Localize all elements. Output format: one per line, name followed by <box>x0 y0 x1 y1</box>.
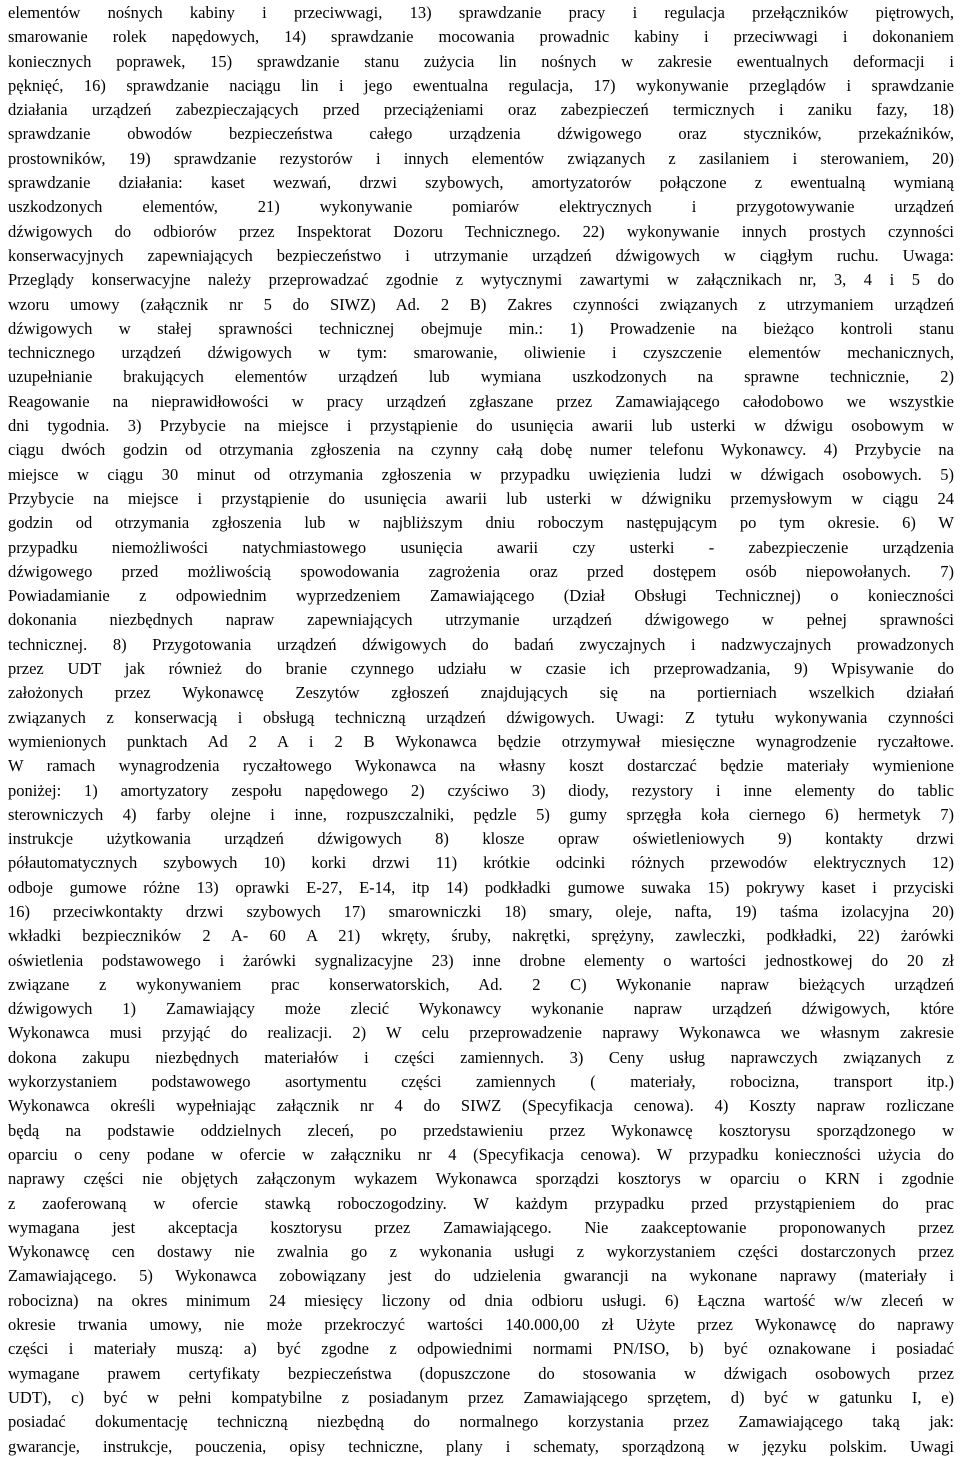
text-line: Powiadamianie z odpowiednim wyprzedzeniem Zamawiającego (Dział Obsługi Technicznej) o konieczności <box>8 586 954 606</box>
text-line: uszkodzonych elementów, 21) wykonywanie pomiarów elektrycznych i przygotowywanie urządzeń <box>8 197 954 217</box>
text-line: pęknięć, 16) sprawdzanie naciągu lin i jego ewentualna regulacja, 17) wykonywanie przeglądów i sprawdzanie <box>8 75 954 95</box>
text-line: gwarancje, instrukcje, pouczenia, opisy techniczne, plany i schematy, sporządzoną w języku polskim. Uwagi <box>8 1436 954 1456</box>
text-line: ciągu dwóch godzin od otrzymania zgłoszenia na czynny całą dobę numer telefonu Wykonawcy. 4) Przybycie na <box>8 440 954 460</box>
text-line: Wykonawcę cen dostawy nie zwalnia go z wykonania usługi z wykorzystaniem części dostarczonych przez <box>8 1242 954 1262</box>
text-line: dźwigowego przed możliwością spowodowania zagrożenia oraz przed dostępem osób niepowołanych. 7) <box>8 561 954 581</box>
text-line: półautomatycznych szybowych 10) korki drzwi 11) krótkie odcinki różnych przewodów elektrycznych 12) <box>8 853 954 873</box>
text-line: Przybycie na miejsce i przystąpienie do usunięcia awarii lub usterki w dźwigniku przemysłowym w ciągu 24 <box>8 488 954 508</box>
text-line: robocizna) na okres minimum 24 miesięcy liczony od dnia odbioru usługi. 6) Łączna wartość w/w zleceń w <box>8 1290 954 1310</box>
text-line: wzoru umowy (załącznik nr 5 do SIWZ) Ad. 2 B) Zakres czynności związanych z utrzymaniem urządzeń <box>8 294 954 314</box>
text-line: koniecznych poprawek, 15) sprawdzanie stanu zużycia lin nośnych w zakresie ewentualnych deformacji i <box>8 51 954 71</box>
text-line: wymagana jest akceptacja kosztorysu przez Zamawiającego. Nie zaakceptowanie proponowanych przez <box>8 1217 954 1237</box>
text-line: odboje gumowe różne 13) oprawki E-27, E-14, itp 14) podkładki gumowe suwaka 15) pokrywy kaset i przyciski <box>8 877 954 897</box>
text-line: wkładki bezpieczników 2 A- 60 A 21) wkręty, śruby, nakrętki, sprężyny, zawleczki, podkładki, 22) żarówki <box>8 926 954 946</box>
text-line: 16) przeciwkontakty drzwi szybowych 17) smarowniczki 18) smary, oleje, nafta, 19) taśma izolacyjna 20) <box>8 901 954 921</box>
text-line: dokona zakupu niezbędnych materiałów i części zamiennych. 3) Ceny usług naprawczych związanych z <box>8 1047 954 1067</box>
text-line: technicznego urządzeń dźwigowych w tym: smarowanie, oliwienie i czyszczenie elementów mechanicznych, <box>8 343 954 363</box>
text-line: przypadku niemożliwości natychmiastowego usunięcia awarii czy usterki - zabezpieczenie urządzenia <box>8 537 954 557</box>
text-line: okresie trwania umowy, nie może przekroczyć wartości 140.000,00 zł Użyte przez Wykonawcę do naprawy <box>8 1315 954 1335</box>
text-line: miejsce w ciągu 30 minut od otrzymania zgłoszenia w przypadku uwięzienia ludzi w dźwigach osobowych. 5) <box>8 464 954 484</box>
text-line: poniżej: 1) amortyzatory zespołu napędowego 2) czyściwo 3) diody, rezystory i inne elementy do tablic <box>8 780 954 800</box>
text-line: dokonania niezbędnych napraw zapewniających utrzymanie urządzeń dźwigowego w pełnej sprawności <box>8 610 954 630</box>
text-line: uzupełnianie brakujących elementów urządzeń lub wymiana uszkodzonych na sprawne technicznie, 2) <box>8 367 954 387</box>
text-line: instrukcje użytkowania urządzeń dźwigowych 8) klosze opraw oświetleniowych 9) kontakty drzwi <box>8 829 954 849</box>
text-line: części i materiały muszą: a) być zgodne z odpowiednimi normami PN/ISO, b) być oznakowane i posiadać <box>8 1339 954 1359</box>
text-line: przez UDT jak również do branie czynnego udziału w czasie ich przeprowadzania, 9) Wpisywanie do <box>8 659 954 679</box>
text-line: sprawdzanie działania: kaset wezwań, drzwi szybowych, amortyzatorów połączone z ewentualną wymianą <box>8 173 954 193</box>
text-line: elementów nośnych kabiny i przeciwwagi, 13) sprawdzanie pracy i regulacja przełączników piętrowych, <box>8 3 954 22</box>
text-line: prostowników, 19) sprawdzanie rezystorów i innych elementów związanych z zasilaniem i sterowaniem, 20) <box>8 148 954 168</box>
text-line: działania urządzeń zabezpieczających przed przeciążeniami oraz zabezpieczeń termicznych i zaniku fazy, 18) <box>8 100 954 120</box>
text-line: związane z wykonywaniem prac konserwatorskich, Ad. 2 C) Wykonanie napraw bieżących urządzeń <box>8 974 954 994</box>
text-line: wykorzystaniem podstawowego asortymentu części zamiennych ( materiały, robocizna, transport itp.) <box>8 1072 954 1092</box>
text-line: Zamawiającego. 5) Wykonawca zobowiązany jest do udzielenia gwarancji na wykonane naprawy (materiały i <box>8 1266 954 1286</box>
text-line: wymagane prawem certyfikaty bezpieczeństwa (dopuszczone do stosowania w dźwigach osobowych przez <box>8 1363 954 1383</box>
text-line: godzin od otrzymania zgłoszenia lub w najbliższym dniu roboczym następującym po tym okresie. 6) W <box>8 513 954 533</box>
text-line: oświetlenia podstawowego i żarówki sygnalizacyjne 23) inne drobne elementy o wartości jednostkowej do 20 zł <box>8 950 954 970</box>
text-line: z zaoferowaną w ofercie stawką roboczogodziny. W każdym przypadku przed przystąpieniem do prac <box>8 1193 954 1213</box>
text-line: konserwacyjnych zapewniających bezpieczeństwo i utrzymanie urządzeń dźwigowych w ciągłym ruchu. Uwaga: <box>8 245 954 265</box>
text-line: W ramach wynagrodzenia ryczałtowego Wykonawca na własny koszt dostarczać będzie materiały wymienione <box>8 756 954 776</box>
text-line: posiadać dokumentację techniczną niezbędną do normalnego korzystania przez Zamawiającego taką jak: <box>8 1412 954 1432</box>
text-line: dźwigowych w stałej sprawności technicznej obejmuje min.: 1) Prowadzenie na bieżąco kontroli stanu <box>8 318 954 338</box>
text-line: sprawdzanie obwodów bezpieczeństwa całego urządzenia dźwigowego oraz styczników, przekaźników, <box>8 124 954 144</box>
text-line: oparciu o ceny podane w ofercie w załączniku nr 4 (Specyfikacja cenowa). W przypadku konieczności użycia do <box>8 1144 954 1164</box>
text-line: dźwigowych 1) Zamawiający może zlecić Wykonawcy wykonanie napraw urządzeń dźwigowych, które <box>8 999 954 1019</box>
text-line: Wykonawca określi wypełniając załącznik nr 4 do SIWZ (Specyfikacja cenowa). 4) Koszty napraw rozliczane <box>8 1096 954 1116</box>
document-body-text <box>8 1 960 1459</box>
text-line: dźwigowych do odbiorów przez Inspektorat Dozoru Technicznego. 22) wykonywanie innych prostych czynności <box>8 221 954 241</box>
text-line: Reagowanie na nieprawidłowości w pracy urządzeń zgłaszane przez Zamawiającego całodobowo we wszystkie <box>8 391 954 411</box>
text-line: będą na podstawie oddzielnych zleceń, po przedstawieniu przez Wykonawcę kosztorysu sporządzonego w <box>8 1120 954 1140</box>
text-line: naprawy części nie objętych załączonym wykazem Wykonawca sporządzi kosztorys w oparciu o KRN i zgodnie <box>8 1169 954 1189</box>
text-line: wymienionych punktach Ad 2 A i 2 B Wykonawca będzie otrzymywał miesięczne wynagrodzenie ryczałtowe. <box>8 731 954 751</box>
text-line: związanych z konserwacją i obsługą techniczną urządzeń dźwigowych. Uwagi: Z tytułu wykonywania czynności <box>8 707 954 727</box>
text-line: Przeglądy konserwacyjne należy przeprowadzać zgodnie z wytycznymi zawartymi w załącznikach nr, 3, 4 i 5 do <box>8 270 954 290</box>
text-line: dni tygodnia. 3) Przybycie na miejsce i przystąpienie do usunięcia awarii lub usterki w dźwigu osobowym w <box>8 416 954 436</box>
text-line: Wykonawca musi przyjąć do realizacji. 2) W celu przeprowadzenie naprawy Wykonawca we własnym zakresie <box>8 1023 954 1043</box>
text-line: technicznej. 8) Przygotowania urządzeń dźwigowych do badań zwyczajnych i nadzwyczajnych prowadzonych <box>8 634 954 654</box>
text-line: smarowanie rolek napędowych, 14) sprawdzanie mocowania prowadnic kabiny i przeciwwagi i dokonaniem <box>8 27 954 47</box>
text-line: założonych przez Wykonawcę Zeszytów zgłoszeń znajdujących się na portierniach wszelkich działań <box>8 683 954 703</box>
text-line: sterowniczych 4) farby olejne i inne, rozpuszczalniki, pędzle 5) gumy sprzęgła koła ciernego 6) hermetyk 7) <box>8 804 954 824</box>
text-line: UDT), c) być w pełni kompatybilne z posiadanym przez Zamawiającego sprzętem, d) być w gatunku I, e) <box>8 1387 954 1407</box>
